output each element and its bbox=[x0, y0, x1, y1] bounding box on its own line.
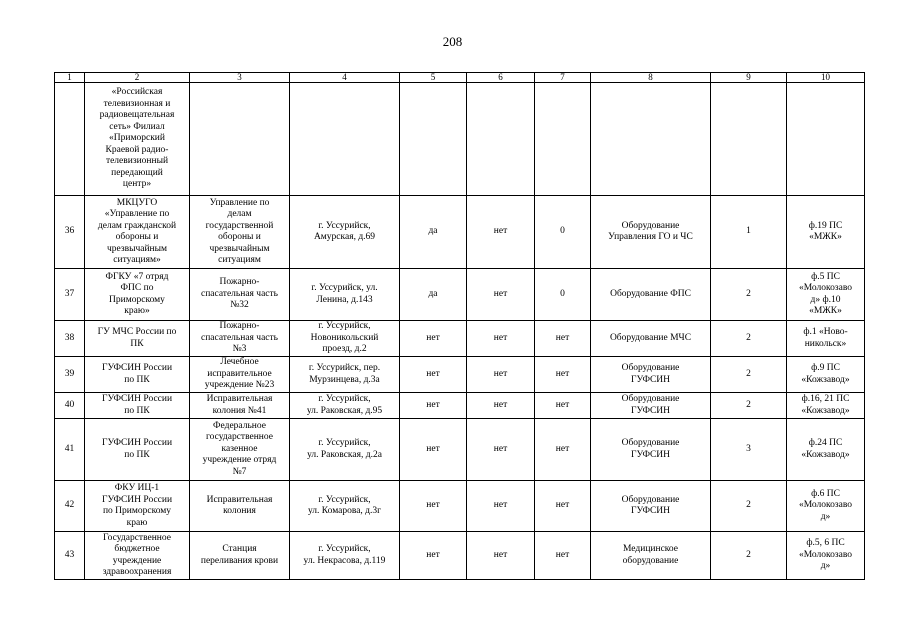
equipment-cell: Оборудование МЧС bbox=[591, 321, 711, 357]
data-table bbox=[54, 72, 865, 580]
column-6-cell: нет bbox=[467, 532, 535, 580]
count-cell: 3 bbox=[711, 419, 787, 481]
count-cell: 2 bbox=[711, 357, 787, 393]
unit-cell: Пожарно- спасательная часть №3 bbox=[190, 321, 290, 357]
table-row bbox=[55, 532, 865, 580]
address-cell: г. Уссурийск, ул. Раковская, д.2а bbox=[290, 419, 400, 481]
column-7-cell: 0 bbox=[535, 196, 591, 269]
column-5-cell: нет bbox=[400, 481, 467, 532]
count-cell: 2 bbox=[711, 321, 787, 357]
column-number: 4 bbox=[290, 73, 400, 83]
column-7-cell: нет bbox=[535, 393, 591, 419]
count-cell: 2 bbox=[711, 481, 787, 532]
organization-cell: ГУФСИН России по ПК bbox=[85, 393, 190, 419]
column-7-cell: нет bbox=[535, 481, 591, 532]
column-5-cell: нет bbox=[400, 393, 467, 419]
column-6-cell: нет bbox=[467, 269, 535, 321]
table-row bbox=[55, 419, 865, 481]
column-5-cell: нет bbox=[400, 532, 467, 580]
row-number-cell: 42 bbox=[55, 481, 85, 532]
note-cell bbox=[787, 83, 865, 196]
row-number-cell: 39 bbox=[55, 357, 85, 393]
page-number: 208 bbox=[442, 34, 463, 49]
column-6-cell: нет bbox=[467, 196, 535, 269]
organization-cell: «Российская телевизионная и радиовещательная сеть» Филиал «Приморский Краевой радио- телевизионный передающий центр» bbox=[85, 83, 190, 196]
column-6-cell bbox=[467, 83, 535, 196]
column-6-cell: нет bbox=[467, 393, 535, 419]
column-7-cell bbox=[535, 83, 591, 196]
address-cell: г. Уссурийск, Амурская, д.69 bbox=[290, 196, 400, 269]
unit-cell: Станция переливания крови bbox=[190, 532, 290, 580]
column-6-cell: нет bbox=[467, 321, 535, 357]
address-cell: г. Уссурийск, пер. Мурзинцева, д.3а bbox=[290, 357, 400, 393]
column-number: 2 bbox=[85, 73, 190, 83]
row-number-cell: 37 bbox=[55, 269, 85, 321]
equipment-cell: Оборудование ГУФСИН bbox=[591, 393, 711, 419]
note-cell: ф.6 ПС «Молокозаво д» bbox=[787, 481, 865, 532]
table-row bbox=[55, 196, 865, 269]
note-cell: ф.16, 21 ПС «Кожзавод» bbox=[787, 393, 865, 419]
column-7-cell: 0 bbox=[535, 269, 591, 321]
count-cell: 2 bbox=[711, 269, 787, 321]
organization-cell: ГУ МЧС России по ПК bbox=[85, 321, 190, 357]
column-5-cell: нет bbox=[400, 419, 467, 481]
row-number-cell: 38 bbox=[55, 321, 85, 357]
equipment-cell bbox=[591, 83, 711, 196]
organization-cell: МКЦУГО «Управление по делам гражданской обороны и чрезвычайным ситуациям» bbox=[85, 196, 190, 269]
unit-cell: Лечебное исправительное учреждение №23 bbox=[190, 357, 290, 393]
unit-cell bbox=[190, 83, 290, 196]
row-number-cell: 40 bbox=[55, 393, 85, 419]
column-6-cell: нет bbox=[467, 419, 535, 481]
equipment-cell: Оборудование ГУФСИН bbox=[591, 419, 711, 481]
note-cell: ф.5, 6 ПС «Молокозаво д» bbox=[787, 532, 865, 580]
column-5-cell: нет bbox=[400, 321, 467, 357]
unit-cell: Управление по делам государственной обороны и чрезвычайным ситуациям bbox=[190, 196, 290, 269]
column-number: 1 bbox=[55, 73, 85, 83]
column-7-cell: нет bbox=[535, 419, 591, 481]
organization-cell: ГУФСИН России по ПК bbox=[85, 357, 190, 393]
address-cell: г. Уссурийск, ул. Комарова, д.3г bbox=[290, 481, 400, 532]
organization-cell: ГУФСИН России по ПК bbox=[85, 419, 190, 481]
organization-cell: ФГКУ «7 отряд ФПС по Приморскому краю» bbox=[85, 269, 190, 321]
note-cell: ф.19 ПС «МЖК» bbox=[787, 196, 865, 269]
column-number: 8 bbox=[591, 73, 711, 83]
row-number-cell: 36 bbox=[55, 196, 85, 269]
address-cell: г. Уссурийск, ул. Раковская, д.95 bbox=[290, 393, 400, 419]
unit-cell: Пожарно- спасательная часть №32 bbox=[190, 269, 290, 321]
row-number-cell bbox=[55, 83, 85, 196]
column-number: 9 bbox=[711, 73, 787, 83]
column-5-cell: нет bbox=[400, 357, 467, 393]
equipment-cell: Оборудование Управления ГО и ЧС bbox=[591, 196, 711, 269]
address-cell: г. Уссурийск, Новоникольский проезд, д.2 bbox=[290, 321, 400, 357]
address-cell: г. Уссурийск, ул. Ленина, д.143 bbox=[290, 269, 400, 321]
table-row bbox=[55, 357, 865, 393]
table-row bbox=[55, 321, 865, 357]
note-cell: ф.5 ПС «Молокозаво д» ф.10 «МЖК» bbox=[787, 269, 865, 321]
column-7-cell: нет bbox=[535, 532, 591, 580]
note-cell: ф.1 «Ново- никольск» bbox=[787, 321, 865, 357]
column-number: 5 bbox=[400, 73, 467, 83]
unit-cell: Исправительная колония №41 bbox=[190, 393, 290, 419]
column-5-cell: да bbox=[400, 269, 467, 321]
column-7-cell: нет bbox=[535, 357, 591, 393]
organization-cell: ФКУ ИЦ-1 ГУФСИН России по Приморскому краю bbox=[85, 481, 190, 532]
row-number-cell: 41 bbox=[55, 419, 85, 481]
table-row bbox=[55, 83, 865, 196]
column-number: 6 bbox=[467, 73, 535, 83]
note-cell: ф.9 ПС «Кожзавод» bbox=[787, 357, 865, 393]
count-cell: 1 bbox=[711, 196, 787, 269]
count-cell: 2 bbox=[711, 532, 787, 580]
table-row bbox=[55, 481, 865, 532]
equipment-cell: Оборудование ГУФСИН bbox=[591, 357, 711, 393]
equipment-cell: Оборудование ГУФСИН bbox=[591, 481, 711, 532]
column-7-cell: нет bbox=[535, 321, 591, 357]
column-6-cell: нет bbox=[467, 357, 535, 393]
column-number: 3 bbox=[190, 73, 290, 83]
count-cell: 2 bbox=[711, 393, 787, 419]
table-row bbox=[55, 269, 865, 321]
column-number-row bbox=[55, 73, 865, 83]
equipment-cell: Оборудование ФПС bbox=[591, 269, 711, 321]
unit-cell: Исправительная колония bbox=[190, 481, 290, 532]
column-number: 7 bbox=[535, 73, 591, 83]
column-5-cell bbox=[400, 83, 467, 196]
address-cell bbox=[290, 83, 400, 196]
column-5-cell: да bbox=[400, 196, 467, 269]
column-number: 10 bbox=[787, 73, 865, 83]
column-6-cell: нет bbox=[467, 481, 535, 532]
organization-cell: Государственное бюджетное учреждение здравоохранения bbox=[85, 532, 190, 580]
address-cell: г. Уссурийск, ул. Некрасова, д.119 bbox=[290, 532, 400, 580]
count-cell bbox=[711, 83, 787, 196]
row-number-cell: 43 bbox=[55, 532, 85, 580]
equipment-cell: Медицинское оборудование bbox=[591, 532, 711, 580]
unit-cell: Федеральное государственное казенное учреждение отряд №7 bbox=[190, 419, 290, 481]
table-row bbox=[55, 393, 865, 419]
note-cell: ф.24 ПС «Кожзавод» bbox=[787, 419, 865, 481]
